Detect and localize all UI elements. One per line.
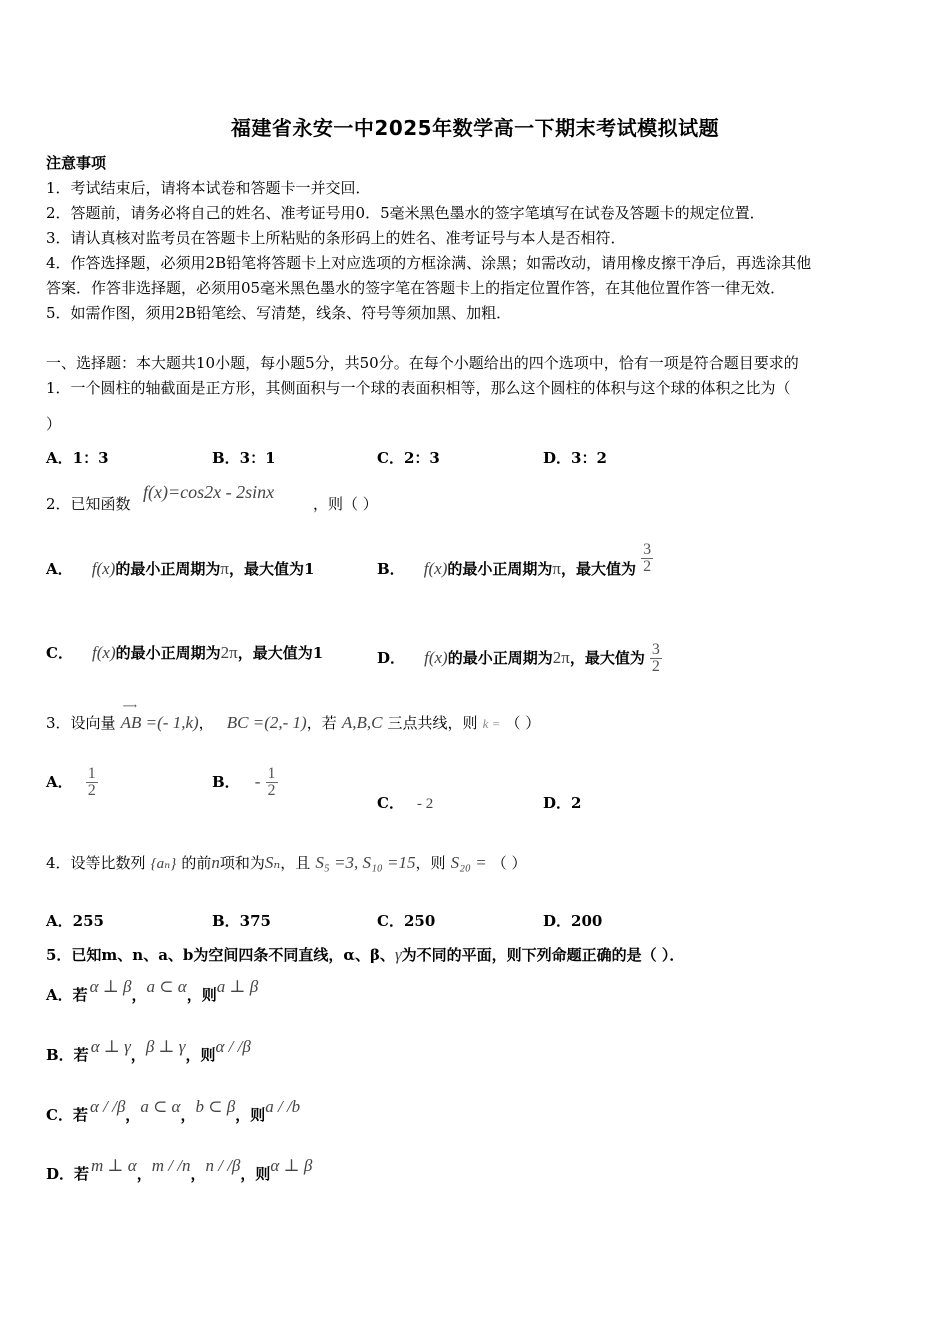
question-3-stem [46, 701, 541, 733]
q4-paren: （ ） [491, 854, 527, 872]
q3-tail: 三点共线，则 [387, 714, 478, 732]
q3-b-label: B． [212, 773, 240, 791]
notice-heading: 注意事项 [46, 154, 107, 172]
q2-d-text2: ，最大值为 [569, 649, 645, 667]
q4-s20: S₂₀ = [450, 853, 487, 872]
notice-item: 4．作答选择题，必须用2B铅笔将答题卡上对应选项的方框涂满、涂黑；如需改动，请用橡皮擦干净后，再选涂其他 [46, 254, 812, 272]
notice-item: 1．考试结束后，请将本试卷和答题卡一并交回． [46, 179, 371, 197]
q3-vector-bc: BC =(2,- 1) [226, 713, 307, 732]
q1-option-c: C．2：3 [377, 449, 440, 467]
q5-c-then: ，则 [235, 1106, 266, 1124]
q5-c-label: C．若 [46, 1106, 88, 1124]
q2-c-text: 的最小正周期为 [115, 644, 221, 662]
q5-c-c2: a ⊂ α [140, 1097, 181, 1116]
q3-points: A,B,C [341, 713, 383, 732]
q5-option-a: A．若 α ⊥ β，a ⊂ α，则a ⊥ β [46, 977, 259, 1004]
page-title: 福建省永安一中2025年数学高一下期末考试模拟试题 [230, 116, 720, 140]
q3-b-sign: - [254, 772, 261, 791]
q4-sequence: {aₙ} [150, 856, 177, 872]
notice-item: 答案．作答非选择题，必须用05毫米黑色墨水的签字笔在答题卡上的指定位置作答，在其他位置作答一律无效． [46, 279, 786, 297]
q2-d-func: f(x) [424, 648, 448, 667]
q5-a-c1: α ⊥ β [89, 977, 132, 996]
question-1-close: ） [46, 415, 62, 433]
q2-option-a [46, 558, 314, 579]
q2-a-text: 的最小正周期为 [115, 560, 221, 578]
q4-option-d: D．200 [543, 912, 603, 930]
q1-option-d: D．3：2 [543, 449, 607, 467]
q5-c-c1: α / /β [89, 1097, 126, 1116]
q5-d-then: ，则 [240, 1165, 271, 1183]
notice-item: 5．如需作图，须用2B铅笔绘、写清楚，线条、符号等须加黑、加粗． [46, 304, 512, 322]
q1-option-b: B．3：1 [212, 449, 276, 467]
q2-a-func: f(x) [91, 559, 116, 578]
q4-condition: S₅ =3, S₁₀ =15 [315, 853, 416, 872]
q5-d-c1: m ⊥ α [91, 1156, 137, 1175]
q2-a-label: A． [46, 560, 73, 578]
question-4-stem [46, 852, 527, 873]
q5-stem2: 为不同的平面，则下列命题正确的是（ ）． [401, 946, 685, 964]
q2-c-text2: ，最大值为1 [237, 644, 324, 662]
q2-a-period: π [220, 559, 229, 578]
q3-option-b [212, 766, 278, 799]
q5-c-result: a / /b [265, 1097, 301, 1116]
q5-option-b: B．若 α ⊥ γ，β ⊥ γ，则α / /β [46, 1037, 251, 1064]
section-heading: 一、选择题：本大题共10小题，每小题5分，共50分。在每个小题给出的四个选项中，恰有一项是符合题目要求的 [46, 354, 799, 372]
q4-t1: 的前 [181, 854, 212, 872]
q4-t4: ，则 [415, 854, 446, 872]
q2-c-period: 2π [220, 643, 238, 662]
q4-t2: 项和为 [219, 854, 265, 872]
q3-option-c [377, 792, 433, 813]
q2-c-label: C． [46, 644, 73, 662]
q2-d-period: 2π [552, 648, 570, 667]
notice-item: 2．答题前，请务必将自己的姓名、准考证号用0．5毫米黑色墨水的签字笔填写在试卷及答题卡的规定位置． [46, 204, 765, 222]
q2-b-label: B． [377, 560, 405, 578]
q2-a-text2: ，最大值为1 [228, 560, 315, 578]
q5-b-label: B．若 [46, 1046, 89, 1064]
q5-d-c2: m / /n [151, 1156, 191, 1175]
q4-t3: ，且 [280, 854, 311, 872]
q5-stem: 5．已知m、n、a、b为空间四条不同直线，α、β、 [46, 946, 395, 964]
q5-a-label: A．若 [46, 986, 88, 1004]
q5-option-d: D．若 m ⊥ α，m / /n，n / /β，则α ⊥ β [46, 1156, 313, 1183]
q3-vector-ab: ⟶ AB =(- 1,k) [120, 701, 199, 732]
q5-c-c3: b ⊂ β [195, 1097, 236, 1116]
q5-a-result: a ⊥ β [216, 977, 259, 996]
q3-paren: （ ） [505, 714, 541, 732]
q2-d-label: D． [377, 649, 406, 667]
q2-c-func: f(x) [92, 643, 116, 662]
question-2-lead: 2．已知函数 [46, 495, 131, 513]
notice-item: 3．请认真核对监考员在答题卡上所粘贴的条形码上的姓名、准考证号与本人是否相符． [46, 229, 626, 247]
q5-b-then: ，则 [185, 1046, 216, 1064]
q5-b-result: α / /β [215, 1037, 251, 1056]
q3-option-d: D．2 [543, 794, 582, 812]
q3-c-label: C． [377, 794, 404, 812]
q3-mid: ，若 [306, 714, 337, 732]
q5-d-c3: n / /β [205, 1156, 241, 1175]
q4-lead: 4．设等比数列 [46, 854, 146, 872]
q2-b-text: 的最小正周期为 [447, 560, 553, 578]
q2-formula: f(x)=cos2x - 2sinx [143, 482, 275, 502]
q3-c-value: - 2 [417, 796, 434, 812]
q2-b-fraction: $\frac{3}{2}$ [643, 541, 652, 575]
q5-b-c1: α ⊥ γ [90, 1037, 131, 1056]
question-2-tail: ，则（ ） [313, 495, 378, 513]
q3-option-a [46, 766, 98, 799]
question-1-stem: 1．一个圆柱的轴截面是正方形，其侧面积与一个球的表面积相等，那么这个圆柱的体积与这个球的体积之比为（ [46, 379, 791, 397]
q2-b-func: f(x) [423, 559, 448, 578]
q2-d-fraction: $\frac{3}{2}$ [651, 641, 660, 675]
q4-n: n [211, 853, 220, 872]
q4-option-c: C．250 [377, 912, 436, 930]
q5-d-result: α ⊥ β [270, 1156, 313, 1175]
q2-option-d [377, 642, 662, 675]
q5-a-c2: a ⊂ α [146, 977, 187, 996]
q4-option-b: B．375 [212, 912, 271, 930]
question-5-stem [46, 944, 684, 965]
q3-lead: 3．设向量 [46, 714, 116, 732]
q2-b-period: π [552, 559, 561, 578]
q3-a-label: A． [46, 773, 73, 791]
q3-b-fraction: $\frac{1}{2}$ [267, 765, 276, 799]
q5-gamma: γ [394, 945, 402, 964]
q3-k: k = [482, 716, 501, 731]
q2-b-text2: ，最大值为 [560, 560, 636, 578]
q3-a-fraction: $\frac{1}{2}$ [87, 765, 96, 799]
q5-d-label: D．若 [46, 1165, 90, 1183]
vector-arrow-icon: ⟶ [122, 701, 137, 712]
q1-option-a: A．1：3 [46, 449, 109, 467]
q3-comma: ， [198, 714, 214, 732]
q5-a-then: ，则 [186, 986, 217, 1004]
q2-d-text: 的最小正周期为 [447, 649, 553, 667]
q2-option-b [377, 541, 653, 579]
q5-b-c2: β ⊥ γ [145, 1037, 186, 1056]
q4-sn: Sₙ [264, 853, 281, 872]
q2-option-c [46, 642, 323, 663]
q5-option-c: C．若 α / /β，a ⊂ α，b ⊂ β，则a / /b [46, 1097, 301, 1124]
q4-option-a: A．255 [46, 912, 104, 930]
